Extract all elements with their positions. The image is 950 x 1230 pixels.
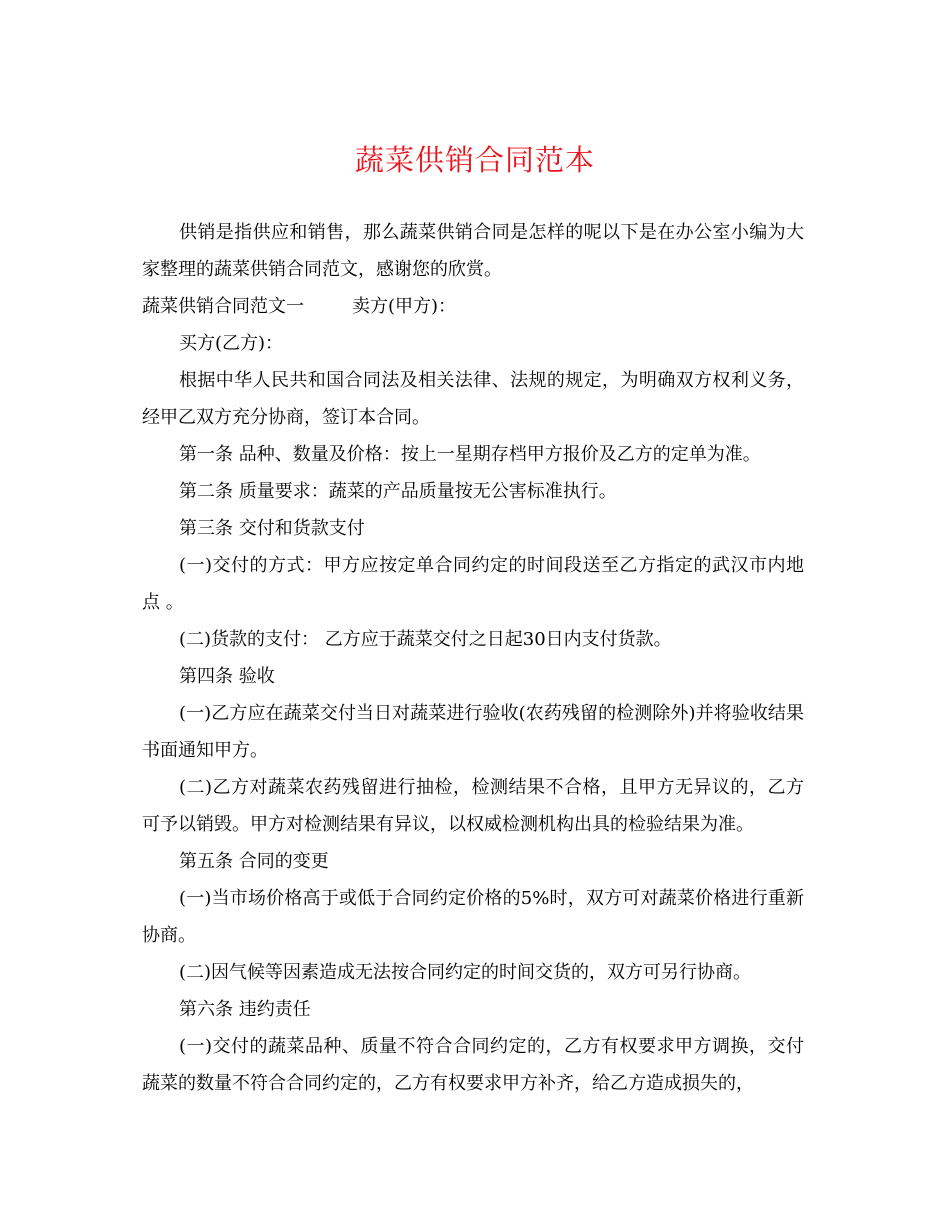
article-4-clause-1: (一)乙方应在蔬菜交付当日对蔬菜进行验收(农药残留的检测除外)并将验收结果书面通知甲方。 [142, 703, 804, 761]
article-4-clause-2: (二)乙方对蔬菜农药残留进行抽检，检测结果不合格，且甲方无异议的，乙方可予以销毁。甲方对检测结果有异议，以权威检测机构出具的检验结果为准。 [142, 777, 804, 835]
article-6-heading: 第六条 违约责任 [179, 999, 311, 1020]
article-5-clause-2: (二)因气候等因素造成无法按合同约定的时间交货的，双方可另行协商。 [179, 962, 752, 983]
article-5-clause-1: (一)当市场价格高于或低于合同约定价格的5%时，双方可对蔬菜价格进行重新协商。 [142, 888, 804, 946]
document-body [142, 214, 804, 1102]
buyer-label: 买方(乙方)： [179, 333, 284, 354]
article-3-clause-1: (一)交付的方式：甲方应按定单合同约定的时间段送至乙方指定的武汉市内地点 。 [142, 555, 804, 613]
article-4-heading: 第四条 验收 [179, 666, 275, 687]
paragraph-intro: 供销是指供应和销售，那么蔬菜供销合同是怎样的呢以下是在办公室小编为大家整理的蔬菜供销合同范文，感谢您的欣赏。 [142, 222, 804, 280]
document-title: 蔬菜供销合同范本 [354, 143, 595, 177]
article-3-clause-2: (二)货款的支付： 乙方应于蔬菜交付之日起30日内支付货款。 [179, 629, 672, 650]
seller-label: 卖方(甲方)： [352, 296, 457, 317]
article-5-heading: 第五条 合同的变更 [179, 851, 329, 872]
paragraph-preamble: 根据中华人民共和国合同法及相关法律、法规的规定，为明确双方权利义务，经甲乙双方充分协商，签订本合同。 [142, 370, 804, 428]
article-3-heading: 第三条 交付和货款支付 [179, 518, 365, 539]
article-1: 第一条 品种、数量及价格：按上一星期存档甲方报价及乙方的定单为准。 [179, 444, 761, 465]
contract-heading-text: 蔬菜供销合同范文一 [142, 296, 304, 317]
paragraph-contract-heading [142, 288, 804, 325]
article-6-clause-1: (一)交付的蔬菜品种、质量不符合合同约定的，乙方有权要求甲方调换，交付蔬菜的数量不符合合同约定的，乙方有权要求甲方补齐，给乙方造成损失的， [142, 1036, 804, 1094]
article-2: 第二条 质量要求：蔬菜的产品质量按无公害标准执行。 [179, 481, 617, 502]
